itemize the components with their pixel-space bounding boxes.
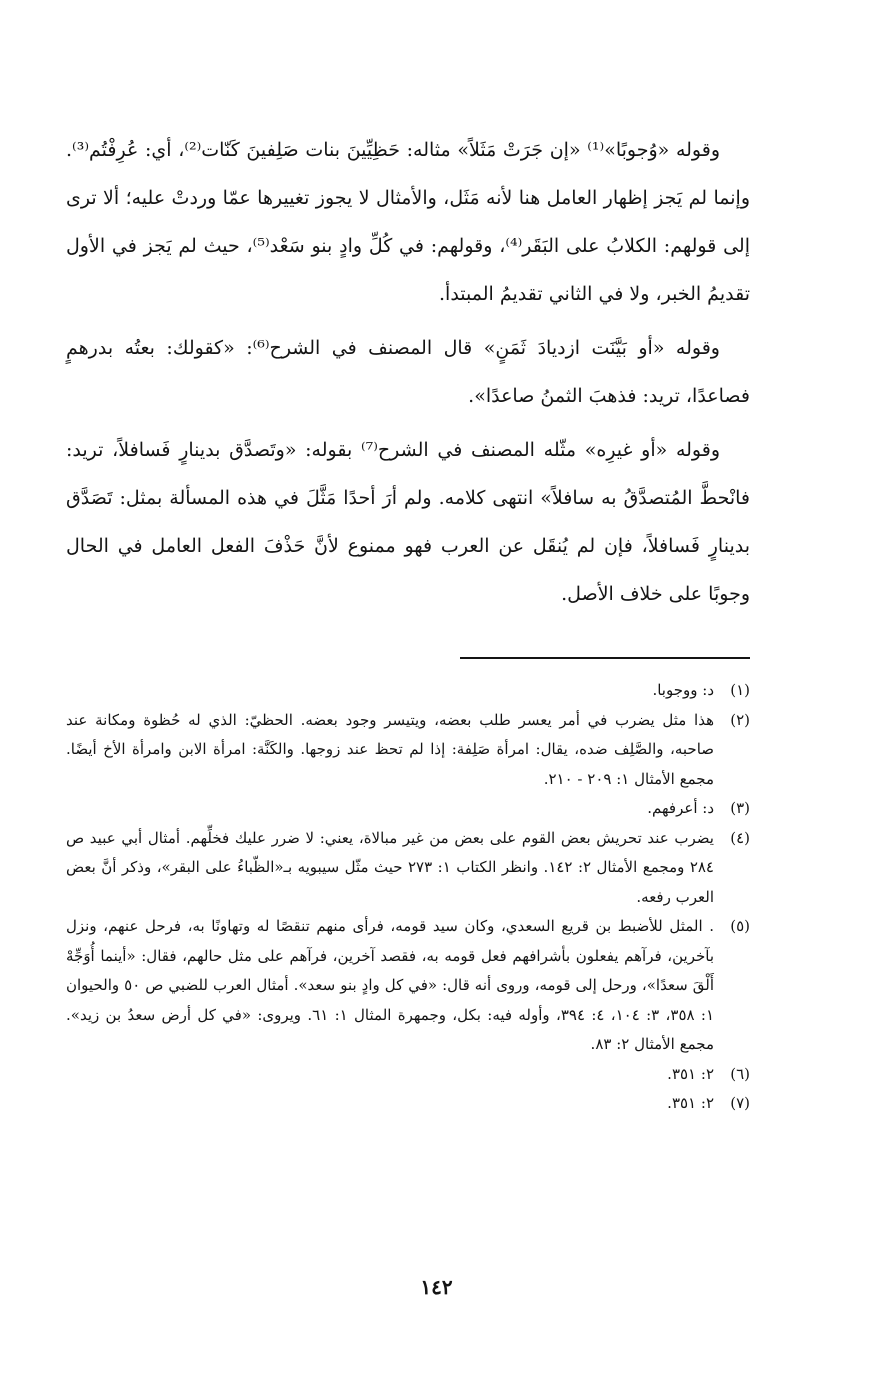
footnote-text: ٢: ٣٥١.: [667, 1094, 714, 1112]
body-paragraph-3: وقوله «أو غيرِه» مثّله المصنف في الشرح⁽⁷⁾ بقوله: «وتَصدَّق بدينارٍ فَسافلاً، تريد: فانْحطَّ المُتصدَّقُ به سافلاً» انتهى كلامه. ولم أرَ أحدًا مَثَّلَ في هذه المسألة بمثل: تَصَدَّق بدينارٍ فَسافلاً، فإن لم يُنقَل عن العرب فهو ممنوع لأنَّ حَذْفَ الفعل العامل في الحال وجوبًا على خلاف الأصل.: [66, 439, 750, 605]
page-number: ١٤٢: [420, 1275, 453, 1299]
footnote-text: يضرب عند تحريش بعض القوم على بعض من غير مبالاة، يعني: لا ضرر عليك فخلِّهم. أمثال أبي عبيد ص ٢٨٤ ومجمع الأمثال ٢: ١٤٢. وانظر الكتاب ١: ٢٧٣ حيث مثّل سيبويه بـ«الظّباءُ على البقر»، وذكر أنَّ بعض العرب رفعه.: [66, 828, 714, 906]
footnote-number: (١): [730, 681, 750, 699]
footnote-text: د: أعرفهم.: [647, 799, 714, 817]
body-paragraph-2: وقوله «أو بَيَّنَت ازديادَ ثَمَنٍ» قال المصنف في الشرح⁽⁶⁾: «كقولك: بعتُه بدرهمٍ فصاعدًا، تريد: فذهبَ الثمنُ صاعدًا».: [66, 337, 750, 407]
footnote-5: [66, 912, 750, 1060]
footnote-number: (٤): [730, 828, 750, 847]
footnote-number: (٦): [730, 1064, 750, 1083]
footnote-6: [66, 1060, 750, 1090]
footnote-7: [66, 1089, 750, 1119]
footnote-3: [66, 794, 750, 824]
footnote-1: [66, 676, 750, 706]
footnote-text: . المثل للأضبط بن قريع السعدي، وكان سيد قومه، فرأى منهم تنقصًا له وتهاونًا به، فرحل عنهم، ونزل بآخرين، فرآهم يفعلون بأشرافهم فعل قومه به، فقصد آخرين، فرآهم على مثل حالهم، فقال: «أينما أُوَجِّهْ أَلْقَ سعدًا»، ورحل إلى قومه، وروى أنه قال: «في كل وادٍ بنو سعد». أمثال العرب للضبي ص ٥٠ والحيوان ١: ٣٥٨، ٣: ١٠٤، ٤: ٣٩٤، وأوله فيه: بكل، وجمهرة المثال ١: ٦١. ويروى: «في كل أرض سعدُ بن زيد». مجمع الأمثال ٢: ٨٣.: [66, 917, 715, 1053]
footnote-text: ٢: ٣٥١.: [667, 1064, 714, 1083]
body-paragraph-1: وقوله «وُجوبًا»⁽¹⁾ «إن جَرَتْ مَثَلاً» مثاله: حَظِيِّينَ بنات صَلِفينَ كَنّات⁽²⁾، أي: عُرِفْتُم⁽³⁾. وإنما لم يَجز إظهار العامل هنا لأنه مَثَل، والأمثال لا يجوز تغييرها عمّا وردتْ عليه؛ ألا ترى إلى قولهم: الكلابُ على البَقَر⁽⁴⁾، وقولهم: في كُلِّ وادٍ بنو سَعْد⁽⁵⁾، حيث لم يَجز في الأول تقديمُ الخبر، ولا في الثاني تقديمُ المبتدأ.: [66, 139, 750, 305]
footnote-2: [66, 706, 750, 795]
footnote-text: هذا مثل يضرب في أمر يعسر طلب بعضه، ويتيسر وجود بعضه. الحظيّ: الذي له حُظوة ومكانة عند صاحبه، والصَّلِف ضده، يقال: امرأة صَلِفة: إذا لم تحظ عند زوجها. والكَنَّة: امرأة الابن وامرأة الأخ أيضًا. مجمع الأمثال ١: ٢٠٩ - ٢١٠.: [66, 710, 714, 788]
footnote-number: (٣): [730, 799, 750, 817]
footnote-number: (٥): [730, 917, 750, 935]
footnote-number: (٧): [730, 1094, 750, 1112]
footnotes-section: [66, 676, 750, 1119]
footnote-number: (٢): [730, 710, 750, 729]
footnote-4: [66, 824, 750, 913]
footnote-text: د: ووجوبا.: [652, 681, 714, 699]
main-body-text: [66, 126, 750, 624]
